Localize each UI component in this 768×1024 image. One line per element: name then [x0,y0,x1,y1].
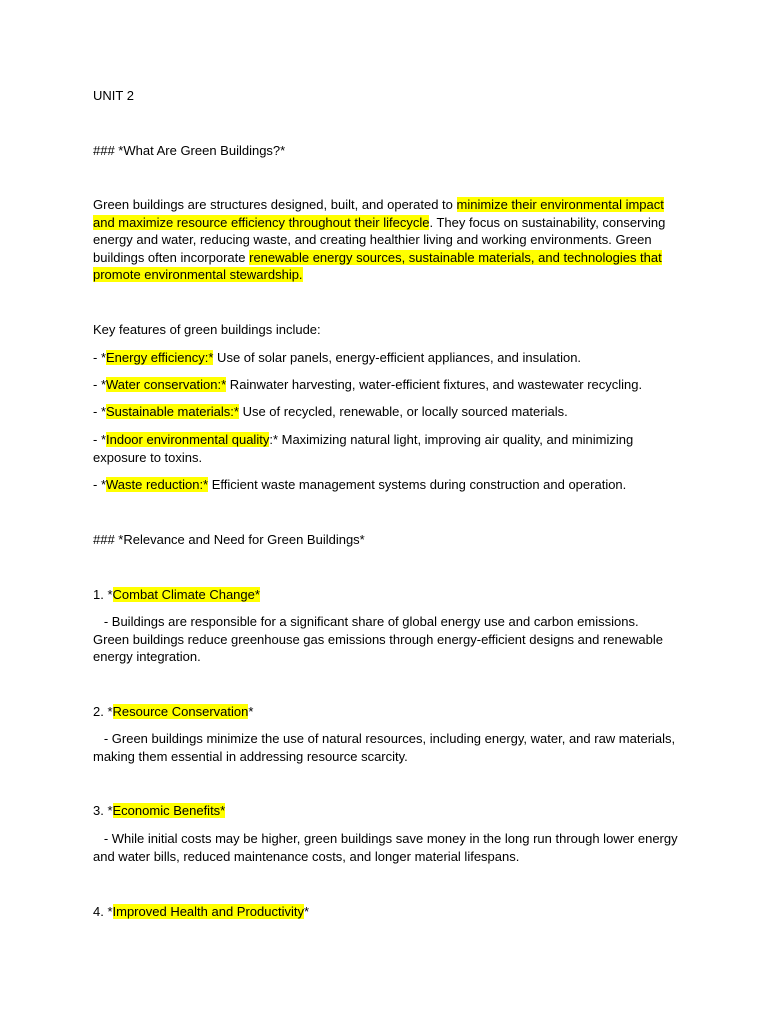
feature-text: Rainwater harvesting, water-efficient fixtures, and wastewater recycling. [226,377,643,392]
feature-text: Efficient waste management systems during construction and operation. [208,477,627,492]
feature-item [93,403,678,421]
point-number: 4. * [93,904,113,919]
feature-prefix: - * [93,377,106,392]
feature-text: Use of solar panels, energy-efficient appliances, and insulation. [213,350,582,365]
unit-label: UNIT 2 [93,88,134,103]
intro-highlight-2: renewable energy sources, sustainable materials, and technologies that promote environmental stewardship. [93,249,662,283]
feature-item [93,349,678,367]
point-title [93,703,678,721]
point-body: - Buildings are responsible for a significant share of global energy use and carbon emissions. Green buildings reduce greenhouse gas emissions through energy-efficient designs and renewable energy integration. [93,614,667,665]
point-title-highlight: Improved Health and Productivity [112,904,304,919]
section-heading-relevance: ### *Relevance and Need for Green Buildings* [93,532,365,547]
features-intro: Key features of green buildings include: [93,322,321,337]
feature-prefix: - * [93,477,106,492]
section-heading-what-are-green-buildings: ### *What Are Green Buildings?* [93,143,286,158]
feature-prefix: - * [93,404,106,419]
feature-item [93,476,678,494]
point-title-end: * [304,904,310,919]
point-title [93,802,678,820]
feature-highlight: Water conservation:* [106,377,227,392]
point-title-end: * [248,704,254,719]
point-number: 1. * [93,587,113,602]
feature-text: Maximizing natural light, improving air quality, and minimizing exposure to toxins. [93,432,634,465]
feature-prefix: - * [93,350,106,365]
point-body: - Green buildings minimize the use of natural resources, including energy, water, and raw materials, making them essential in addressing resource scarcity. [93,731,679,764]
feature-item [93,431,678,466]
point-title [93,903,678,921]
intro-text-1: Green buildings are structures designed, built, and operated to [93,197,457,212]
intro-paragraph [93,196,678,284]
feature-highlight: Indoor environmental quality [106,432,270,447]
intro-text-2: . They focus on sustainability, conserving energy and water, reducing waste, and creating healthier living and working environments. Green buildings often incorporate [93,214,666,265]
intro-highlight-1: minimize their environmental impact and maximize resource efficiency throughout their lifecycle [93,197,664,230]
feature-mid: :* [269,432,278,447]
point-title [93,586,678,604]
feature-item [93,376,678,394]
feature-highlight: Sustainable materials:* [106,404,239,419]
point-title-highlight: Resource Conservation [112,704,249,719]
point-number: 3. * [93,803,113,818]
feature-prefix: - * [93,432,106,447]
feature-highlight: Waste reduction:* [106,477,209,492]
point-title-highlight: Economic Benefits* [112,803,226,818]
feature-highlight: Energy efficiency:* [106,350,214,365]
point-title-highlight: Combat Climate Change* [112,587,260,602]
feature-text: Use of recycled, renewable, or locally sourced materials. [238,404,568,419]
point-number: 2. * [93,704,113,719]
point-body: - While initial costs may be higher, green buildings save money in the long run through lower energy and water bills, reduced maintenance costs, and longer material lifespans. [93,831,682,864]
